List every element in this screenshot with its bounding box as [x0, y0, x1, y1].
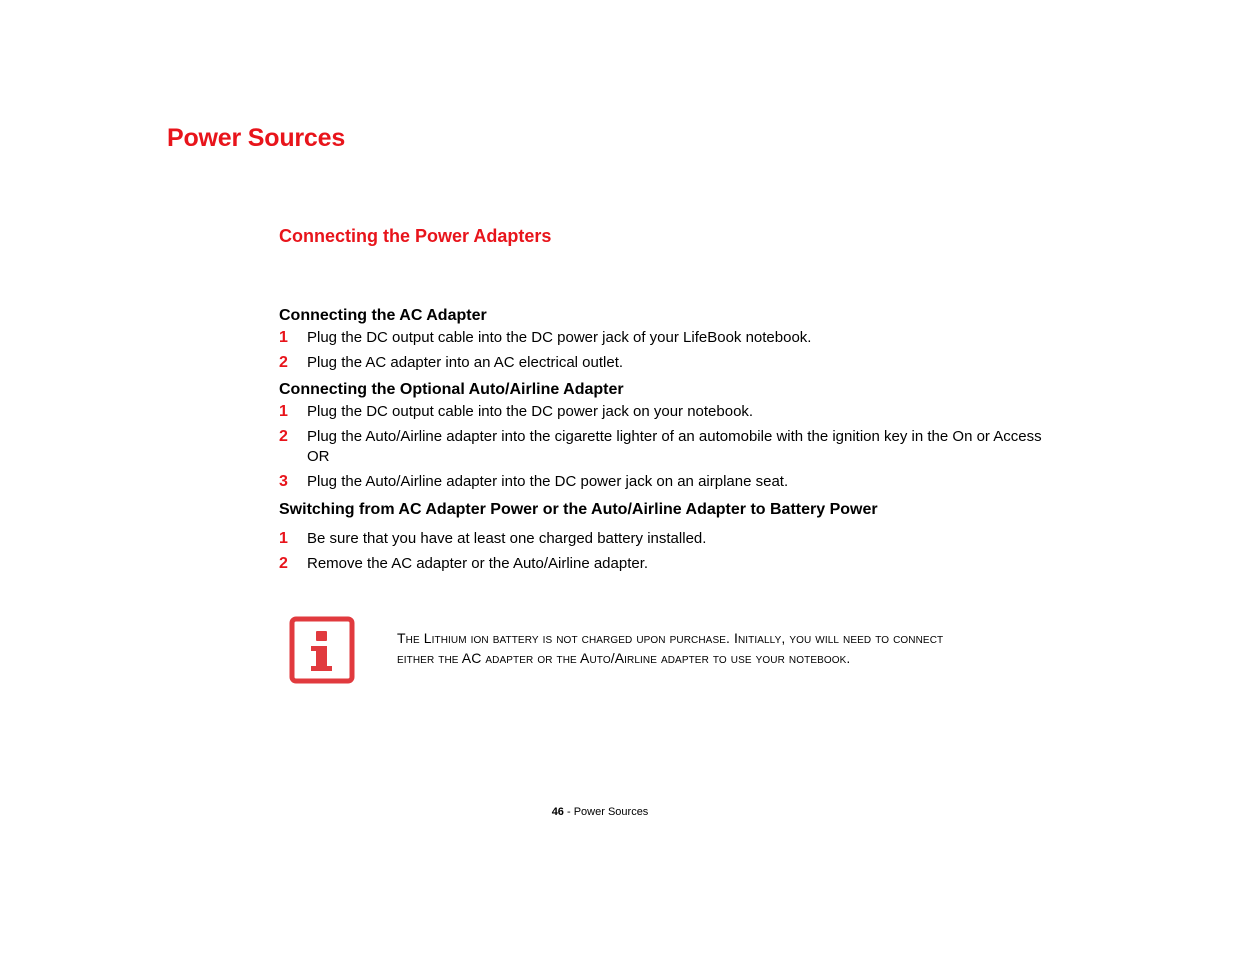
step-number: 2 — [279, 555, 288, 572]
note-line-1: The Lithium ion battery is not charged upon purchase. Initially, you will need to connect — [397, 630, 944, 646]
note-text — [397, 628, 1077, 668]
step-text — [307, 427, 1079, 467]
page-title: Power Sources — [167, 124, 346, 152]
step-number: 1 — [279, 329, 288, 346]
section-title: Connecting the Power Adapters — [279, 226, 552, 246]
step-text: Remove the AC adapter or the Auto/Airline adapter. — [307, 555, 649, 572]
list-item — [279, 353, 1079, 373]
step-text-or: OR — [307, 448, 330, 465]
page-number: 46 — [551, 806, 564, 818]
step-text-line: Plug the Auto/Airline adapter into the cigarette lighter of an automobile with the ignition key in the On or Access — [307, 428, 1042, 445]
footer-chapter: Power Sources — [573, 806, 649, 818]
step-text: Plug the DC output cable into the DC power jack on your notebook. — [307, 403, 754, 420]
step-number: 1 — [279, 530, 288, 547]
list-item — [279, 427, 1079, 467]
step-number: 2 — [279, 354, 288, 371]
list-item — [279, 328, 1079, 348]
subsection-heading-ac-adapter: Connecting the AC Adapter — [279, 307, 487, 324]
list-item — [279, 529, 1079, 549]
list-item — [279, 472, 1079, 492]
note-line-2: either the AC adapter or the Auto/Airline adapter to use your notebook. — [397, 650, 851, 666]
subsection-heading-battery-power: Switching from AC Adapter Power or the Auto/Airline Adapter to Battery Power — [279, 501, 878, 518]
step-number: 2 — [279, 428, 288, 445]
content-body — [279, 306, 1079, 574]
list-item — [279, 554, 1079, 574]
step-text: Be sure that you have at least one charged battery installed. — [307, 530, 707, 547]
subsection-heading-auto-airline: Connecting the Optional Auto/Airline Adapter — [279, 381, 624, 398]
info-note — [289, 616, 1089, 686]
step-number: 3 — [279, 473, 288, 490]
step-number: 1 — [279, 403, 288, 420]
step-text: Plug the Auto/Airline adapter into the DC power jack on an airplane seat. — [307, 473, 789, 490]
footer-separator: - — [563, 806, 574, 818]
page-footer — [0, 806, 1200, 818]
list-item — [279, 402, 1079, 422]
step-text: Plug the DC output cable into the DC power jack of your LifeBook notebook. — [307, 329, 812, 346]
info-icon — [289, 616, 355, 684]
step-text: Plug the AC adapter into an AC electrical outlet. — [307, 354, 624, 371]
